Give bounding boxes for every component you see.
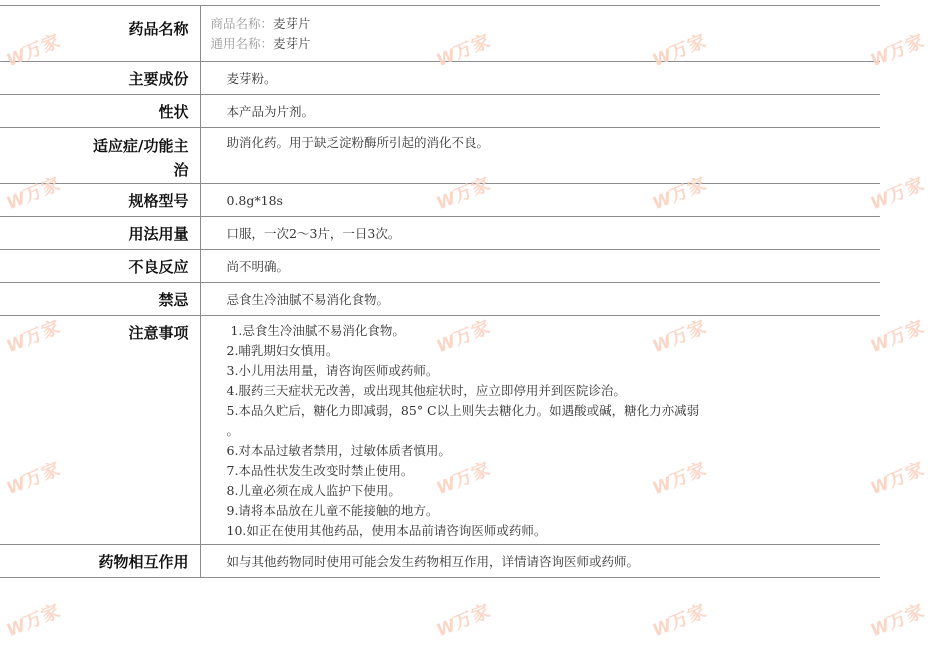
row-interactions xyxy=(0,545,880,578)
watermark-text: 万家 xyxy=(666,316,710,351)
watermark-text: 万家 xyxy=(666,458,710,493)
label-precautions: 注意事项 xyxy=(0,316,200,545)
row-indications xyxy=(0,128,880,184)
row-dosage xyxy=(0,217,880,250)
watermark-text: 万家 xyxy=(20,458,64,493)
watermark-text: 万家 xyxy=(884,600,928,635)
trade-name-line xyxy=(211,14,881,34)
watermark-text: 万家 xyxy=(20,600,64,635)
watermark-glyph: W xyxy=(433,188,459,215)
label-ingredients: 主要成份 xyxy=(0,62,200,95)
watermark-logo xyxy=(866,597,928,642)
row-drug-name xyxy=(0,6,880,62)
label-appearance: 性状 xyxy=(0,95,200,128)
watermark-glyph: W xyxy=(3,615,29,642)
label-adverse: 不良反应 xyxy=(0,250,200,283)
watermark-glyph: W xyxy=(3,188,29,215)
label-contraindications: 禁忌 xyxy=(0,283,200,316)
label-indications-line1: 适应症/功能主 xyxy=(93,137,189,155)
precaution-item: 1.忌食生冷油腻不易消化食物。 xyxy=(226,323,405,338)
precaution-item: 8.儿童必须在成人监护下使用。 xyxy=(226,483,401,498)
watermark-glyph: W xyxy=(433,45,459,72)
watermark-glyph: W xyxy=(867,473,893,500)
value-ingredients: 麦芽粉。 xyxy=(200,62,880,95)
watermark-text: 万家 xyxy=(20,316,64,351)
row-precautions xyxy=(0,316,880,545)
precaution-item: 9.请将本品放在儿童不能接触的地方。 xyxy=(226,503,439,518)
watermark-glyph: W xyxy=(649,331,675,358)
watermark-text: 万家 xyxy=(884,173,928,208)
watermark-logo xyxy=(432,597,494,642)
watermark-text: 万家 xyxy=(884,30,928,65)
watermark-text: 万家 xyxy=(450,600,494,635)
watermark-text: 万家 xyxy=(450,173,494,208)
watermark-glyph: W xyxy=(649,188,675,215)
row-spec xyxy=(0,184,880,217)
value-precautions xyxy=(200,316,880,545)
precaution-item: 2.哺乳期妇女慎用。 xyxy=(226,343,339,358)
precaution-item: 3.小儿用法用量，请咨询医师或药师。 xyxy=(226,363,439,378)
watermark-text: 万家 xyxy=(666,30,710,65)
row-ingredients xyxy=(0,62,880,95)
trade-name-value: 麦芽片 xyxy=(273,16,311,31)
value-contraindications: 忌食生冷油腻不易消化食物。 xyxy=(200,283,880,316)
label-drug-name: 药品名称 xyxy=(0,6,200,62)
label-indications-line2: 治 xyxy=(173,161,189,179)
trade-name-label: 商品名称： xyxy=(210,16,274,31)
watermark-text: 万家 xyxy=(450,458,494,493)
watermark-glyph: W xyxy=(867,615,893,642)
precaution-item: 。 xyxy=(226,423,240,438)
watermark-text: 万家 xyxy=(884,316,928,351)
value-indications: 助消化药。用于缺乏淀粉酶所引起的消化不良。 xyxy=(200,128,880,184)
watermark-logo xyxy=(2,597,64,642)
watermark-glyph: W xyxy=(3,331,29,358)
precaution-item: 6.对本品过敏者禁用，过敏体质者慎用。 xyxy=(226,443,451,458)
label-indications xyxy=(0,128,200,184)
precaution-item: 4.服药三天症状无改善，或出现其他症状时，应立即停用并到医院诊治。 xyxy=(226,383,626,398)
value-interactions: 如与其他药物同时使用可能会发生药物相互作用，详情请咨询医师或药师。 xyxy=(200,545,880,578)
row-contraindications xyxy=(0,283,880,316)
generic-name-label: 通用名称： xyxy=(210,36,274,51)
watermark-logo xyxy=(648,597,710,642)
watermark-text: 万家 xyxy=(20,173,64,208)
generic-name-line xyxy=(211,34,881,54)
value-appearance: 本产品为片剂。 xyxy=(200,95,880,128)
watermark-text: 万家 xyxy=(666,173,710,208)
value-dosage: 口服，一次2～3片，一日3次。 xyxy=(200,217,880,250)
value-drug-name xyxy=(200,6,880,65)
precaution-item: 5.本品久贮后，糖化力即减弱，85° C以上则失去糖化力。如遇酸或碱，糖化力亦减弱 xyxy=(226,403,700,418)
watermark-glyph: W xyxy=(3,45,29,72)
precaution-item: 10.如正在使用其他药品，使用本品前请咨询医师或药师。 xyxy=(226,523,547,538)
watermark-glyph: W xyxy=(649,45,675,72)
watermark-glyph: W xyxy=(433,615,459,642)
watermark-glyph: W xyxy=(867,188,893,215)
precaution-item: 7.本品性状发生改变时禁止使用。 xyxy=(226,463,414,478)
generic-name-value: 麦芽片 xyxy=(273,36,311,51)
value-adverse: 尚不明确。 xyxy=(200,250,880,283)
watermark-text: 万家 xyxy=(666,600,710,635)
watermark-glyph: W xyxy=(649,473,675,500)
row-appearance xyxy=(0,95,880,128)
label-spec: 规格型号 xyxy=(0,184,200,217)
label-interactions: 药物相互作用 xyxy=(0,545,200,578)
label-dosage: 用法用量 xyxy=(0,217,200,250)
watermark-glyph: W xyxy=(867,45,893,72)
watermark-text: 万家 xyxy=(450,30,494,65)
watermark-text: 万家 xyxy=(884,458,928,493)
watermark-text: 万家 xyxy=(450,316,494,351)
watermark-glyph: W xyxy=(433,473,459,500)
watermark-glyph: W xyxy=(433,331,459,358)
drug-spec-table xyxy=(0,5,880,578)
watermark-text: 万家 xyxy=(20,30,64,65)
watermark-glyph: W xyxy=(3,473,29,500)
row-adverse xyxy=(0,250,880,283)
value-spec: 0.8g*18s xyxy=(200,184,880,217)
watermark-glyph: W xyxy=(867,331,893,358)
watermark-glyph: W xyxy=(649,615,675,642)
